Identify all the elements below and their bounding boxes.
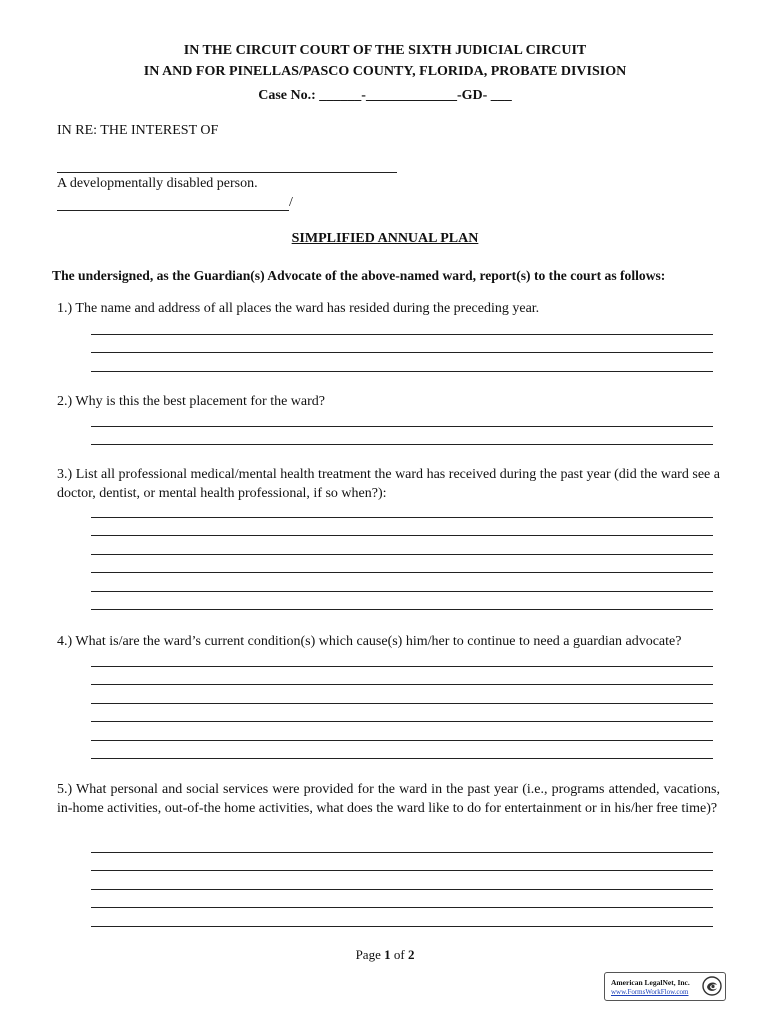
- legalnet-badge[interactable]: [604, 972, 726, 1001]
- page-number: [0, 947, 770, 963]
- question-4: 4.) What is/are the ward’s current condition(s) which cause(s) him/her to continue to need a guardian advocate?: [57, 634, 682, 649]
- answer-line[interactable]: [91, 684, 713, 685]
- question-2: 2.) Why is this the best placement for the ward?: [57, 394, 325, 409]
- case-number: Case No.: ______-_____________-GD- ___: [258, 88, 512, 103]
- answer-line[interactable]: [91, 907, 713, 908]
- ward-name-line[interactable]: [57, 172, 397, 173]
- answer-line[interactable]: [91, 554, 713, 555]
- answer-line[interactable]: [91, 721, 713, 722]
- company-url[interactable]: www.FormsWorkFlow.com: [611, 988, 689, 996]
- page-total: 2: [407, 947, 415, 962]
- answer-line[interactable]: [91, 740, 713, 741]
- answer-line[interactable]: [91, 852, 713, 853]
- signature-line[interactable]: [57, 210, 289, 211]
- page-of: of: [390, 947, 408, 962]
- slash-mark: /: [289, 195, 293, 210]
- company-name: American LegalNet, Inc.: [611, 978, 690, 987]
- answer-line[interactable]: [91, 758, 713, 759]
- answer-line[interactable]: [91, 703, 713, 704]
- disabled-person-label: A developmentally disabled person.: [57, 176, 258, 191]
- answer-line[interactable]: [91, 609, 713, 610]
- answer-line[interactable]: [91, 334, 713, 335]
- answer-line[interactable]: [91, 591, 713, 592]
- answer-line[interactable]: [91, 535, 713, 536]
- answer-line[interactable]: [91, 371, 713, 372]
- answer-line[interactable]: [91, 870, 713, 871]
- answer-line[interactable]: [91, 426, 713, 427]
- answer-line[interactable]: [91, 352, 713, 353]
- form-title: SIMPLIFIED ANNUAL PLAN: [291, 231, 479, 246]
- page-prefix: Page: [355, 947, 385, 962]
- answer-line[interactable]: [91, 666, 713, 667]
- legalnet-logo-icon: [702, 976, 722, 996]
- page-current: 1: [384, 947, 391, 962]
- answer-line[interactable]: [91, 926, 713, 927]
- answer-line[interactable]: [91, 572, 713, 573]
- court-heading-line1: IN THE CIRCUIT COURT OF THE SIXTH JUDICIAL CIRCUIT: [183, 43, 587, 58]
- answer-line[interactable]: [91, 889, 713, 890]
- question-1: 1.) The name and address of all places the ward has resided during the preceding year.: [57, 301, 540, 316]
- court-heading-line2: IN AND FOR PINELLAS/PASCO COUNTY, FLORIDA, PROBATE DIVISION: [143, 64, 627, 79]
- answer-line[interactable]: [91, 517, 713, 518]
- question-3: 3.) List all professional medical/mental health treatment the ward has received during the past year (did the ward see a doctor, dentist, or mental health professional, if so when?):: [57, 467, 720, 501]
- in-re-label: IN RE: THE INTEREST OF: [57, 123, 219, 138]
- question-5: 5.) What personal and social services were provided for the ward in the past year (i.e., programs attended, vacations, in-home activities, out-of-the home activities, what does the ward like to do for entertainment or in his/her free time)?: [57, 782, 720, 816]
- intro-statement: The undersigned, as the Guardian(s) Advocate of the above-named ward, report(s) to the court as follows:: [52, 268, 666, 283]
- answer-line[interactable]: [91, 444, 713, 445]
